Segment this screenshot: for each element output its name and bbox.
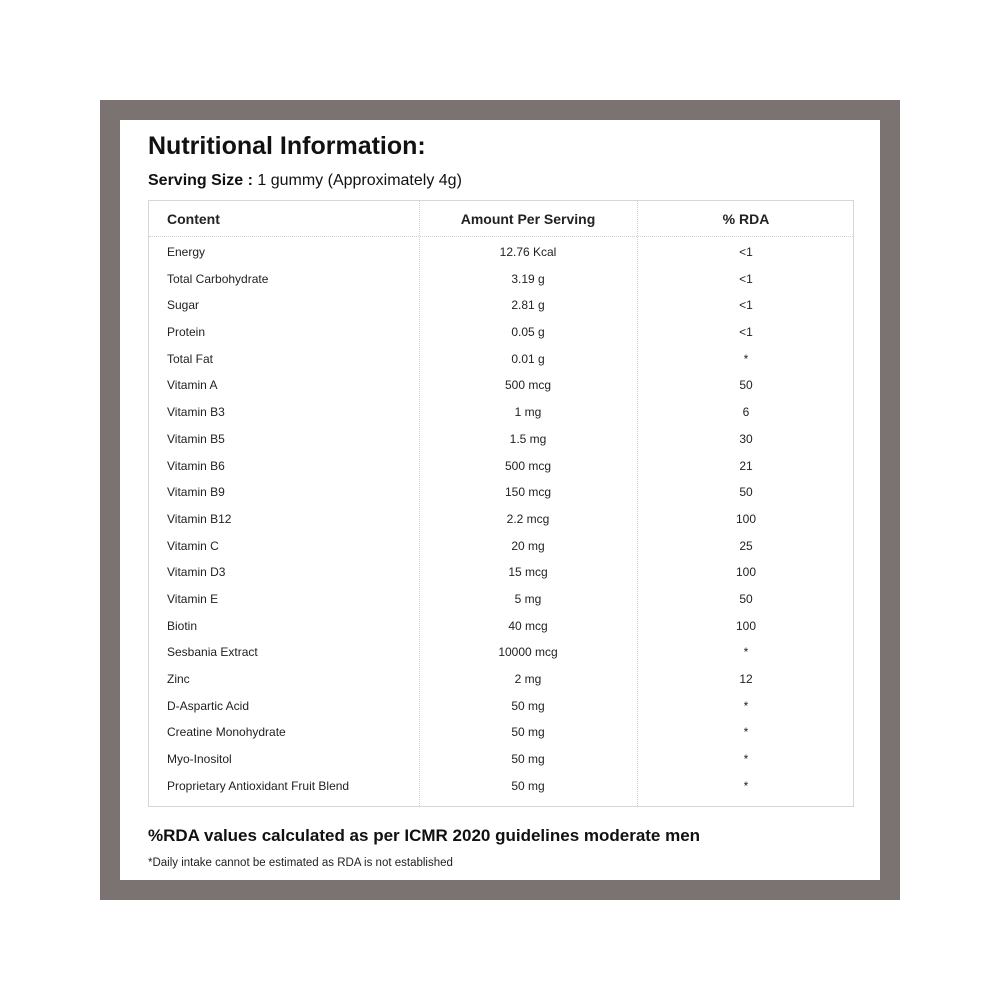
row-amount: 1.5 mg <box>509 431 547 446</box>
row-amount: 50 mg <box>511 778 545 793</box>
table-row <box>149 586 853 613</box>
header-content: Content <box>167 211 220 227</box>
row-amount: 12.76 Kcal <box>499 245 557 259</box>
serving-size <box>148 172 462 190</box>
table-row <box>149 479 853 506</box>
row-rda: * <box>743 778 749 793</box>
table-row <box>149 533 853 560</box>
nutrition-table <box>148 200 854 807</box>
page-title: Nutritional Information: <box>148 132 426 160</box>
serving-size-label: Serving Size : <box>148 172 253 189</box>
asterisk-footnote: *Daily intake cannot be estimated as RDA is not established <box>148 857 453 869</box>
table-row <box>149 506 853 533</box>
row-rda: 21 <box>739 458 753 473</box>
row-rda: * <box>743 351 749 366</box>
table-row <box>149 719 853 746</box>
table-row <box>149 426 853 453</box>
row-rda: <1 <box>739 298 753 313</box>
table-row <box>149 693 853 720</box>
table-row <box>149 292 853 319</box>
label-frame <box>100 100 900 900</box>
row-content: Sugar <box>167 298 200 313</box>
row-rda: 25 <box>739 538 753 553</box>
row-amount: 500 mcg <box>504 378 552 393</box>
table-row <box>149 399 853 426</box>
row-content: Energy <box>167 245 206 259</box>
table-row <box>149 266 853 293</box>
row-content: Vitamin B6 <box>167 458 225 473</box>
row-amount: 50 mg <box>511 725 545 740</box>
nutrition-panel <box>120 120 880 880</box>
row-rda: * <box>743 752 749 767</box>
table-row <box>149 666 853 693</box>
row-content: D-Aspartic Acid <box>167 698 250 713</box>
row-content: Vitamin A <box>167 378 218 393</box>
row-amount: 1 mg <box>514 405 542 420</box>
row-amount: 500 mcg <box>504 458 552 473</box>
row-content: Total Carbohydrate <box>167 271 269 286</box>
row-amount: 3.19 g <box>511 271 545 286</box>
row-rda: 100 <box>735 618 757 633</box>
row-amount: 10000 mcg <box>498 645 558 660</box>
row-amount: 50 mg <box>511 698 545 713</box>
row-rda: <1 <box>739 271 753 286</box>
row-amount: 2 mg <box>514 672 542 686</box>
row-content: Zinc <box>167 672 190 686</box>
row-content: Vitamin B12 <box>167 511 232 526</box>
table-row <box>149 453 853 480</box>
row-amount: 150 mcg <box>504 485 552 500</box>
table-row <box>149 773 853 800</box>
row-amount: 0.01 g <box>511 351 545 366</box>
row-amount: 2.81 g <box>511 298 545 313</box>
serving-size-value: 1 gummy (Approximately 4g) <box>257 172 462 189</box>
row-amount: 40 mcg <box>508 618 548 633</box>
table-row <box>149 239 853 266</box>
row-amount: 15 mcg <box>508 565 548 580</box>
table-row <box>149 746 853 773</box>
table-header <box>149 201 853 237</box>
header-rda: % RDA <box>722 211 770 227</box>
header-amount: Amount Per Serving <box>460 211 596 227</box>
row-amount: 5 mg <box>514 591 542 606</box>
row-content: Vitamin C <box>167 538 219 553</box>
row-content: Total Fat <box>167 351 214 366</box>
row-rda: 50 <box>739 591 753 606</box>
row-amount: 2.2 mcg <box>506 511 550 526</box>
rda-basis-note: %RDA values calculated as per ICMR 2020 guidelines moderate men <box>148 826 701 845</box>
row-rda: * <box>743 698 749 713</box>
table-row <box>149 639 853 666</box>
table-body <box>149 239 853 799</box>
table-row <box>149 613 853 640</box>
table-row <box>149 559 853 586</box>
row-rda: * <box>743 645 749 660</box>
table-row <box>149 346 853 373</box>
row-rda: 100 <box>735 565 757 580</box>
row-content: Vitamin B3 <box>167 405 225 420</box>
row-amount: 50 mg <box>511 752 545 767</box>
row-amount: 0.05 g <box>511 325 545 340</box>
row-content: Myo-Inositol <box>167 752 232 767</box>
row-rda: 12 <box>739 672 753 686</box>
table-row <box>149 319 853 346</box>
row-content: Creatine Monohydrate <box>167 725 286 740</box>
row-rda: 50 <box>739 485 753 500</box>
row-content: Vitamin B9 <box>167 485 225 500</box>
row-amount: 20 mg <box>511 538 545 553</box>
row-rda: 30 <box>739 431 753 446</box>
row-rda: <1 <box>739 245 753 259</box>
row-rda: 100 <box>735 511 757 526</box>
row-rda: 50 <box>739 378 753 393</box>
row-rda: 6 <box>742 405 750 420</box>
row-content: Sesbania Extract <box>167 645 258 660</box>
row-content: Proprietary Antioxidant Fruit Blend <box>167 778 350 793</box>
table-row <box>149 372 853 399</box>
row-rda: <1 <box>739 325 753 340</box>
row-content: Vitamin E <box>167 591 219 606</box>
row-content: Biotin <box>167 618 198 633</box>
row-content: Vitamin B5 <box>167 431 225 446</box>
row-content: Vitamin D3 <box>167 565 226 580</box>
row-content: Protein <box>167 325 206 340</box>
row-rda: * <box>743 725 749 740</box>
